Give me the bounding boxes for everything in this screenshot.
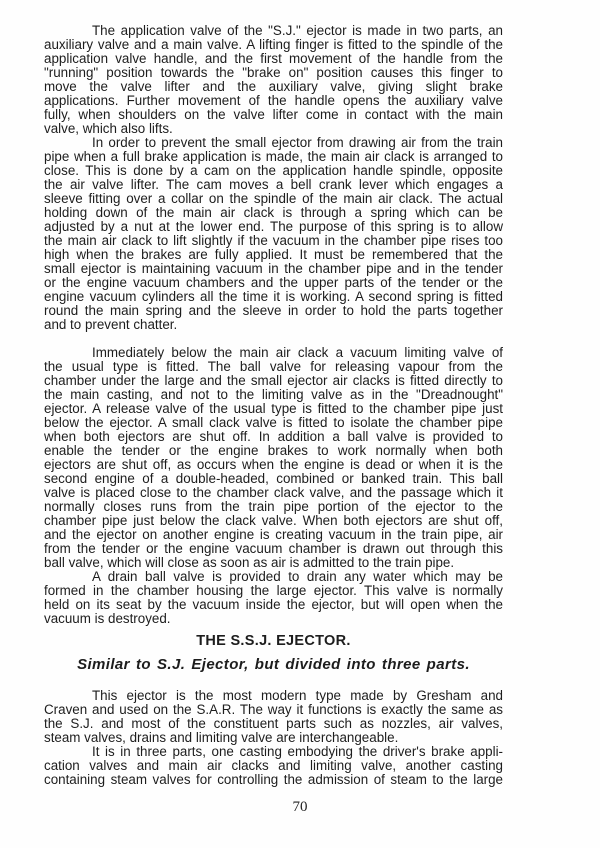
text-line: second engine of a double-headed, combined or banked train. This ball <box>44 471 503 486</box>
text-line: ejectors are shut off, as occurs when the engine is dead or when it is the <box>44 457 503 472</box>
text-line: the S.J. and most of the constituent parts such as nozzles, air valves, <box>44 716 503 731</box>
text-line: from the tender or the engine vacuum chamber is drawn out through this <box>44 541 503 556</box>
text-line: and the ejector on another engine is creating vacuum in the train pipe, air <box>44 527 503 542</box>
text-line: pipe when a full brake application is made, the main air clack is arranged to <box>44 149 503 164</box>
text-line: normally closes runs from the train pipe portion of the ejector to the <box>44 499 503 514</box>
text-line: the air valve lifter. The cam moves a bell crank lever which engages a <box>44 177 503 192</box>
text-line: or the engine vacuum chambers and the upper parts of the tender or the <box>44 275 503 290</box>
text-line: A drain ball valve is provided to drain any water which may be <box>92 569 503 584</box>
paragraph <box>44 745 503 787</box>
text-line: Craven and used on the S.A.R. The way it functions is exactly the same as <box>44 702 503 717</box>
text-line: high when the brakes are fully applied. It must be remembered that the <box>44 247 503 262</box>
text-line: and to prevent chatter. <box>44 317 178 332</box>
text-line: Immediately below the main air clack a vacuum limiting valve of <box>92 345 503 360</box>
text-line: fully, when shoulders on the valve lifter come in contact with the main <box>44 107 503 122</box>
text-line: In order to prevent the small ejector from drawing air from the train <box>92 135 503 150</box>
text-line: the usual type is fitted. The ball valve for releasing vapour from the <box>44 359 503 374</box>
text-line: valve, which also lifts. <box>44 121 173 136</box>
text-block <box>44 24 503 787</box>
paragraph <box>44 24 503 136</box>
text-line: steam valves, drains and limiting valve are interchangeable. <box>44 730 399 745</box>
text-line: chamber under the large and the small ejector air clacks is fitted directly to <box>44 373 503 388</box>
text-line: ball valve, which will close as soon as air is admitted to the train pipe. <box>44 555 455 570</box>
page-number: 70 <box>292 799 308 815</box>
text-line: formed in the chamber housing the large ejector. This valve is normally <box>44 583 503 598</box>
text-line: when both ejectors are shut off. In addition a ball valve is provided to <box>44 429 503 444</box>
paragraph <box>44 570 503 626</box>
text-line: chamber pipe just below the clack valve. When both ejectors are shut off, <box>44 513 503 528</box>
text-line: round the main spring and the sleeve in order to hold the parts together <box>44 303 503 318</box>
text-line: It is in three parts, one casting embodying the driver's brake appli- <box>92 744 503 759</box>
text-line: cation valves and main air clacks and limiting valve, another casting <box>44 758 503 773</box>
section-heading: THE S.S.J. EJECTOR. <box>196 633 351 649</box>
text-line: The application valve of the "S.J." ejector is made in two parts, an <box>92 23 503 38</box>
paragraph <box>44 346 503 570</box>
text-line: "running" position towards the "brake on" position causes this finger to <box>44 65 503 80</box>
text-line: vacuum is destroyed. <box>44 611 171 626</box>
text-line: adjusted by a nut at the lower end. The purpose of this spring is to allow <box>44 219 503 234</box>
paragraphs-before-heading <box>44 24 503 626</box>
text-line: auxiliary valve and a main valve. A lifting finger is fitted to the spindle of the <box>44 37 503 52</box>
text-line: applications. Further movement of the handle opens the auxiliary valve <box>44 93 503 108</box>
paragraph <box>44 136 503 332</box>
text-line: containing steam valves for controlling the admission of steam to the large <box>44 772 503 787</box>
paragraph <box>44 689 503 745</box>
text-line: close. This is done by a cam on the application handle spindle, opposite <box>44 163 503 178</box>
section-subheading: Similar to S.J. Ejector, but divided into three parts. <box>77 656 470 673</box>
paragraphs-after-heading <box>44 689 503 787</box>
text-line: application valve handle, and the first movement of the handle from the <box>44 51 503 66</box>
text-line: move the valve lifter and the auxiliary valve, giving slight brake <box>44 79 503 94</box>
text-line: holding down of the main air clack is through a spring which can be <box>44 205 503 220</box>
text-line: the main casting, and not to the limiting valve as in the "Dreadnought" <box>44 387 503 402</box>
text-line: sleeve fitting over a collar on the spindle of the main air clack. The actual <box>44 191 503 206</box>
text-line: enable the tender or the engine brakes to work normally when both <box>44 443 503 458</box>
text-line: held on its seat by the vacuum inside the ejector, but will open when the <box>44 597 503 612</box>
text-line: small ejector is maintaining vacuum in the chamber pipe and in the tender <box>44 261 503 276</box>
text-line: valve is placed close to the chamber clack valve, and the passage which it <box>44 485 503 500</box>
text-line: ejector. A release valve of the usual type is fitted to the chamber pipe just <box>44 401 503 416</box>
text-line: the main air clack to lift slightly if the vacuum in the chamber pipe rises too <box>44 233 503 248</box>
text-line: engine vacuum cylinders all the time it is working. A second spring is fitted <box>44 289 503 304</box>
text-line: This ejector is the most modern type made by Gresham and <box>92 688 503 703</box>
text-line: below the ejector. A small clack valve is fitted to isolate the chamber pipe <box>44 415 503 430</box>
